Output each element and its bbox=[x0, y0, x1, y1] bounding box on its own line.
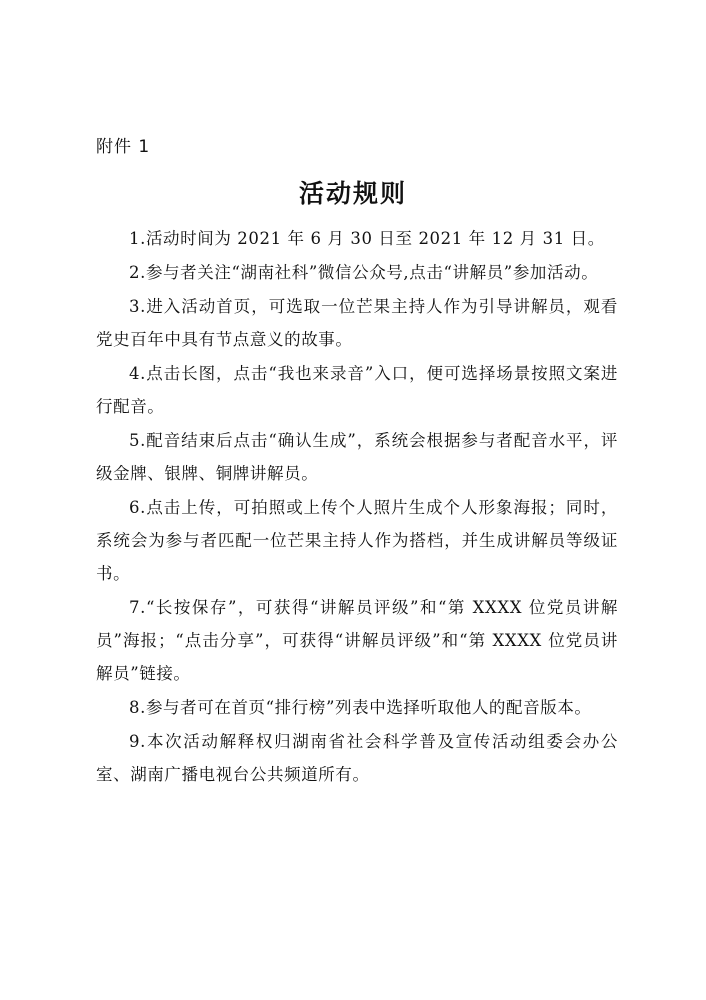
rule-item-9: 9.本次活动解释权归湖南省社会科学普及宣传活动组委会办公室、湖南广播电视台公共频道所有。 bbox=[96, 732, 618, 784]
rule-item-1: 1.活动时间为 2021 年 6 月 30 日至 2021 年 12 月 31 日。 bbox=[129, 229, 605, 248]
rule-item-7: 7.“长按保存”，可获得“讲解员评级”和“第 XXXX 位党员讲解员”海报；“点击分享”，可获得“讲解员评级”和“第 XXXX 位党员讲解员”链接。 bbox=[96, 598, 618, 683]
rule-item-3: 3.进入活动首页，可选取一位芒果主持人作为引导讲解员，观看党史百年中具有节点意义的故事。 bbox=[96, 297, 618, 349]
rule-item-6: 6.点击上传，可拍照或上传个人照片生成个人形象海报；同时，系统会为参与者匹配一位芒果主持人作为搭档，并生成讲解员等级证书。 bbox=[96, 498, 618, 583]
rules-list bbox=[96, 222, 618, 792]
rule-item-5: 5.配音结束后点击“确认生成”，系统会根据参与者配音水平，评级金牌、银牌、铜牌讲解员。 bbox=[96, 431, 618, 483]
page-title: 活动规则 bbox=[298, 179, 407, 208]
attachment-label: 附件 1 bbox=[96, 137, 151, 157]
rule-item-2: 2.参与者关注“湖南社科”微信公众号,点击“讲解员”参加活动。 bbox=[129, 263, 599, 282]
rule-item-4: 4.点击长图，点击“我也来录音”入口，便可选择场景按照文案进行配音。 bbox=[96, 364, 618, 416]
rule-item-8: 8.参与者可在首页“排行榜”列表中选择听取他人的配音版本。 bbox=[129, 698, 592, 717]
